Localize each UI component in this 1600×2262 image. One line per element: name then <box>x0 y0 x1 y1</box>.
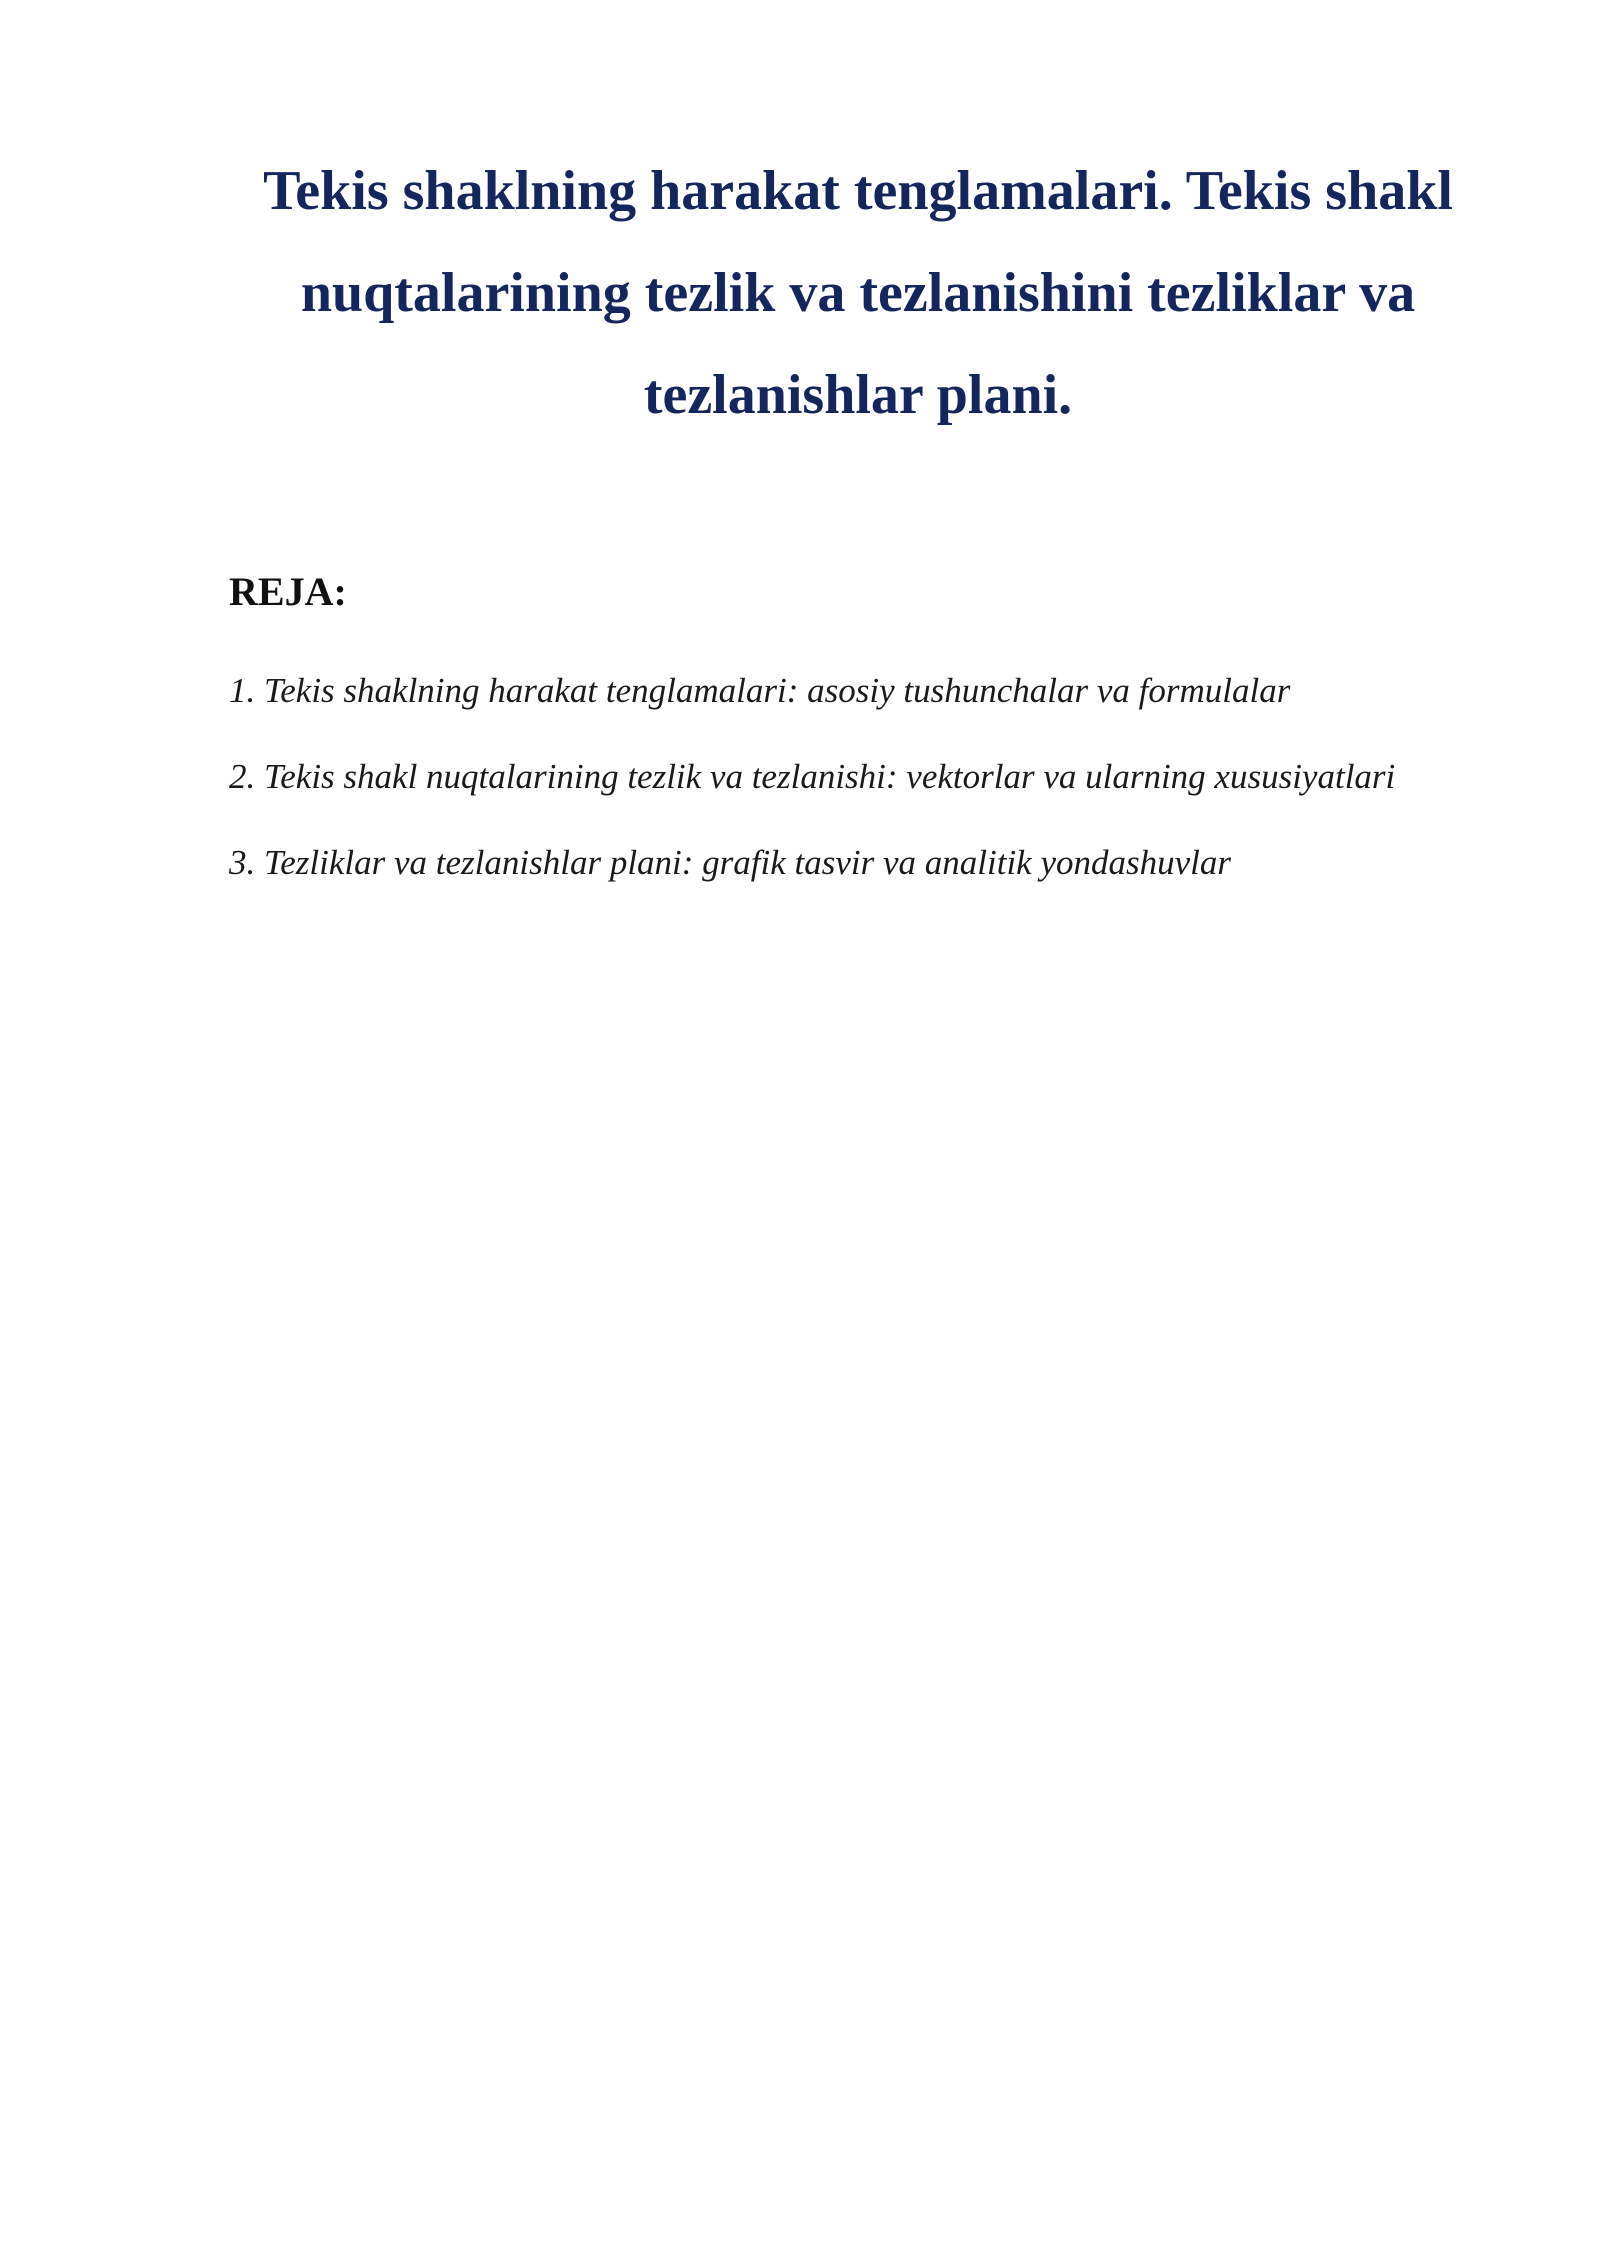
plan-list <box>229 658 1409 916</box>
plan-item-1: 1. Tekis shaklning harakat tenglamalari: asosiy tushunchalar va formulalar <box>229 671 1291 710</box>
plan-item-3: 3. Tezliklar va tezlanishlar plani: grafik tasvir va analitik yondashuvlar <box>229 843 1231 882</box>
plan-item-2: 2. Tekis shakl nuqtalarining tezlik va tezlanishi: vektorlar va ularning xususiyatlari <box>229 757 1396 796</box>
document-title: Tekis shaklning harakat tenglamalari. Tekis shakl nuqtalarining tezlik va tezlanishini tezliklar va tezlanishlar plani. <box>263 160 1453 426</box>
plan-heading: REJA: <box>229 569 347 614</box>
